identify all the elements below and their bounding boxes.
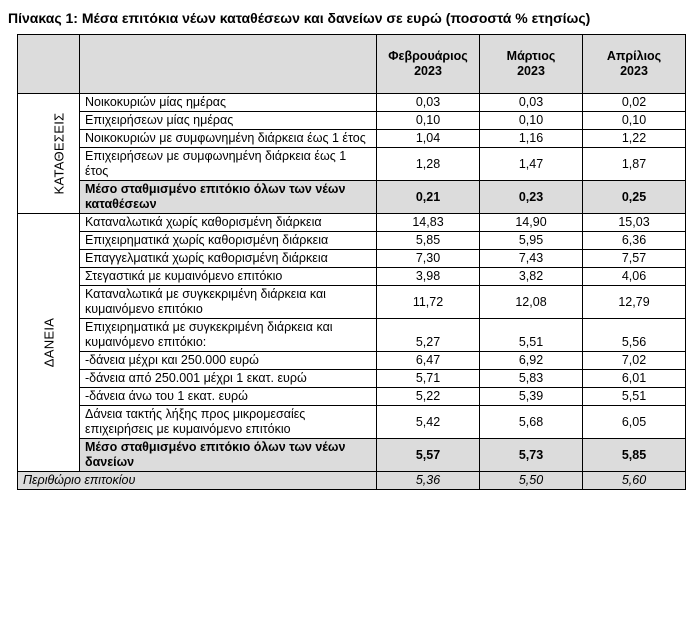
value-cell: 0,10 (583, 112, 686, 130)
value-cell: 7,02 (583, 352, 686, 370)
value-cell: 0,23 (480, 181, 583, 214)
value-cell: 5,36 (377, 472, 480, 490)
value-cell: 1,87 (583, 148, 686, 181)
value-cell: 5,42 (377, 406, 480, 439)
header-row (18, 35, 686, 94)
value-cell: 5,83 (480, 370, 583, 388)
value-cell: 6,92 (480, 352, 583, 370)
value-cell: 5,68 (480, 406, 583, 439)
value-cell: 0,03 (377, 94, 480, 112)
row-label: Περιθώριο επιτοκίου (18, 472, 377, 490)
value-cell: 7,30 (377, 250, 480, 268)
table-row (18, 148, 686, 181)
table-row (18, 352, 686, 370)
column-header: Μάρτιος 2023 (480, 35, 583, 94)
table-row (18, 232, 686, 250)
value-cell: 5,27 (377, 319, 480, 352)
column-header: Απρίλιος 2023 (583, 35, 686, 94)
value-cell: 0,03 (480, 94, 583, 112)
value-cell: 5,71 (377, 370, 480, 388)
row-label: Επαγγελματικά χωρίς καθορισμένη διάρκεια (80, 250, 377, 268)
row-label: Επιχειρηματικά χωρίς καθορισμένη διάρκεια (80, 232, 377, 250)
value-cell: 6,47 (377, 352, 480, 370)
table-row (18, 370, 686, 388)
value-cell: 5,56 (583, 319, 686, 352)
row-label: Καταναλωτικά με συγκεκριμένη διάρκεια και κυμαινόμενο επιτόκιο (80, 286, 377, 319)
value-cell: 3,98 (377, 268, 480, 286)
value-cell: 4,06 (583, 268, 686, 286)
row-label: Μέσο σταθμισμένο επιτόκιο όλων των νέων δανείων (80, 439, 377, 472)
deposits-group-label: ΚΑΤΑΘΕΣΕΙΣ (18, 94, 80, 214)
row-label: -δάνεια μέχρι και 250.000 ευρώ (80, 352, 377, 370)
value-cell: 7,57 (583, 250, 686, 268)
value-cell: 1,47 (480, 148, 583, 181)
value-cell: 11,72 (377, 286, 480, 319)
table-row (18, 112, 686, 130)
row-label: Δάνεια τακτής λήξης προς μικρομεσαίες επιχειρήσεις με κυμαινόμενο επιτόκιο (80, 406, 377, 439)
row-label: Επιχειρηματικά με συγκεκριμένη διάρκεια και κυμαινόμενο επιτόκιο: (80, 319, 377, 352)
loans-group-label: ΔΑΝΕΙΑ (18, 214, 80, 472)
value-cell: 5,50 (480, 472, 583, 490)
value-cell: 6,36 (583, 232, 686, 250)
value-cell: 12,08 (480, 286, 583, 319)
column-header: Φεβρουάριος 2023 (377, 35, 480, 94)
value-cell: 5,60 (583, 472, 686, 490)
value-cell: 0,10 (377, 112, 480, 130)
value-cell: 6,01 (583, 370, 686, 388)
table-row (18, 214, 686, 232)
value-cell: 1,22 (583, 130, 686, 148)
table-row (18, 130, 686, 148)
table-title: Πίνακας 1: Μέσα επιτόκια νέων καταθέσεων και δανείων σε ευρώ (ποσοστά % ετησίως) (8, 10, 591, 26)
table-row (18, 388, 686, 406)
value-cell: 5,22 (377, 388, 480, 406)
row-label: Νοικοκυριών μίας ημέρας (80, 94, 377, 112)
value-cell: 1,04 (377, 130, 480, 148)
table-row (18, 94, 686, 112)
row-label: Μέσο σταθμισμένο επιτόκιο όλων των νέων καταθέσεων (80, 181, 377, 214)
header-empty-cell (18, 35, 80, 94)
value-cell: 5,95 (480, 232, 583, 250)
row-label: Επιχειρήσεων με συμφωνημένη διάρκεια έως 1 έτος (80, 148, 377, 181)
value-cell: 0,10 (480, 112, 583, 130)
value-cell: 0,21 (377, 181, 480, 214)
value-cell: 1,16 (480, 130, 583, 148)
value-cell: 14,90 (480, 214, 583, 232)
value-cell: 0,02 (583, 94, 686, 112)
value-cell: 14,83 (377, 214, 480, 232)
table-row (18, 286, 686, 319)
row-label: Επιχειρήσεων μίας ημέρας (80, 112, 377, 130)
value-cell: 6,05 (583, 406, 686, 439)
table-row (18, 268, 686, 286)
deposits-total-row (18, 181, 686, 214)
value-cell: 5,85 (377, 232, 480, 250)
table-row (18, 250, 686, 268)
row-label: Καταναλωτικά χωρίς καθορισμένη διάρκεια (80, 214, 377, 232)
value-cell: 1,28 (377, 148, 480, 181)
row-label: Στεγαστικά με κυμαινόμενο επιτόκιο (80, 268, 377, 286)
table-row (18, 406, 686, 439)
row-label: -δάνεια από 250.001 μέχρι 1 εκατ. ευρώ (80, 370, 377, 388)
margin-row (18, 472, 686, 490)
value-cell: 3,82 (480, 268, 583, 286)
value-cell: 0,25 (583, 181, 686, 214)
value-cell: 5,51 (480, 319, 583, 352)
value-cell: 15,03 (583, 214, 686, 232)
row-label: Νοικοκυριών με συμφωνημένη διάρκεια έως 1 έτος (80, 130, 377, 148)
value-cell: 7,43 (480, 250, 583, 268)
row-label: -δάνεια άνω του 1 εκατ. ευρώ (80, 388, 377, 406)
value-cell: 5,57 (377, 439, 480, 472)
loans-total-row (18, 439, 686, 472)
table-row (18, 319, 686, 352)
value-cell: 5,85 (583, 439, 686, 472)
value-cell: 5,73 (480, 439, 583, 472)
value-cell: 12,79 (583, 286, 686, 319)
header-empty-cell (80, 35, 377, 94)
value-cell: 5,51 (583, 388, 686, 406)
value-cell: 5,39 (480, 388, 583, 406)
interest-rates-table (17, 34, 686, 490)
